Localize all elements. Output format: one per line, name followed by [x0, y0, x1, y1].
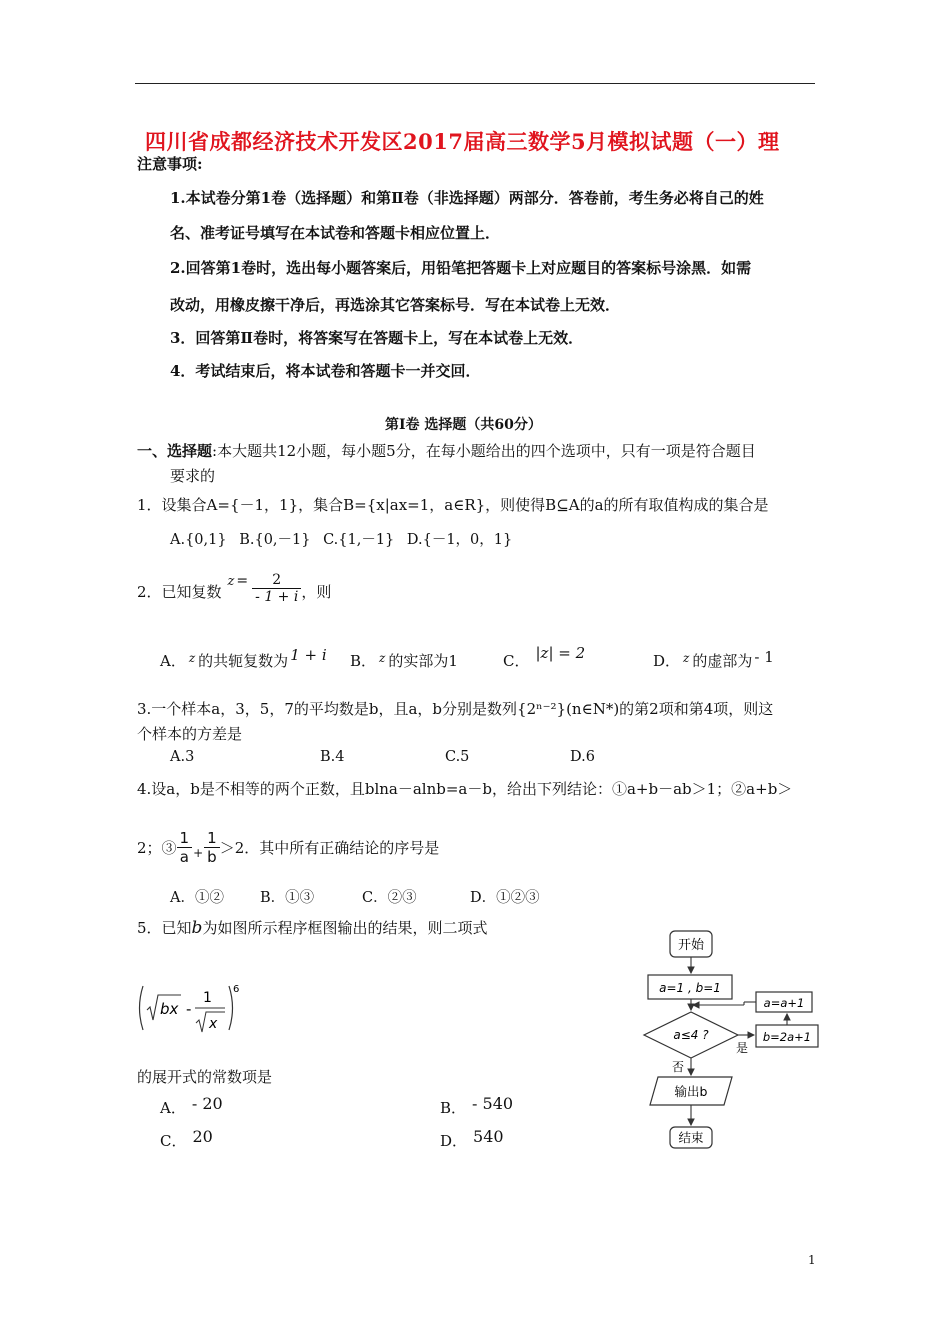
q4-line-2-prefix: 2；③ — [137, 838, 177, 857]
q4-frac-2 — [204, 829, 220, 866]
flowchart-init-label: a=1 , b=1 — [659, 981, 721, 995]
q2-option-c-label: C． — [503, 652, 530, 670]
q5-option-a-val: - 20 — [191, 1094, 223, 1113]
q4-frac-1 — [177, 829, 193, 866]
q2-option-d-val: - 1 — [754, 648, 774, 666]
q4-line-1: 4.设a，b是不相等的两个正数，且blna－alnb=a－b，给出下列结论：①a+b－ab＞1；②a+b＞ — [137, 780, 793, 798]
header-rule — [135, 83, 815, 84]
q4-frac-1-den: a — [179, 847, 189, 866]
flowchart-output-label: 输出b — [674, 1084, 708, 1099]
q3-line-2: 个样本的方差是 — [137, 725, 243, 743]
section-intro-text: :本大题共12小题，每小题5分，在每小题给出的四个选项中，只有一项是符合题目 — [212, 442, 756, 460]
q4-frac-2-num: 1 — [204, 829, 220, 848]
q1-options: A.{0,1} B.{0,－1} C.{1,－1} D.{－1，0，1} — [170, 532, 513, 548]
q2-option-d-label: D． — [653, 652, 681, 670]
q2-suffix: ，则 — [301, 582, 332, 601]
q2-z: z — [227, 573, 235, 589]
section-heading: 第Ⅰ卷 选择题（共60分） — [385, 417, 542, 433]
q1-stem: 1．设集合A={－1，1}，集合B={x|ax=1，a∈R}，则使得B⊆A的a的所有取值构成的集合是 — [137, 496, 769, 514]
q5-stem-suffix: 为如图所示程序框图输出的结果，则二项式 — [202, 919, 488, 937]
q2-prefix: 2．已知复数 — [137, 582, 222, 601]
program-flowchart — [640, 925, 825, 1155]
q4-option-b: B．①③ — [260, 890, 315, 906]
q5-stem — [137, 917, 487, 938]
q2-fraction-den: - 1 + i — [255, 588, 299, 605]
q2-stem — [137, 563, 331, 619]
q2-option-b-text: 的实部为1 — [388, 652, 458, 670]
q5-option-d-label: D． — [440, 1132, 468, 1150]
q2-option-a-text: 的共轭复数为 — [198, 652, 289, 670]
q5-option-d — [440, 1127, 504, 1151]
q2-option-b — [350, 650, 458, 671]
q5-minus: - — [186, 1000, 192, 1018]
page-number: 1 — [808, 1253, 816, 1267]
q2-option-c — [503, 644, 586, 671]
q4-frac-2-den: b — [207, 847, 217, 866]
q2-eq: = — [236, 573, 249, 589]
q2-option-a — [160, 646, 327, 671]
q2-option-a-z: z — [188, 651, 196, 665]
q5-frac-den: x — [209, 1016, 218, 1032]
q2-option-a-val: 1 + i — [290, 646, 327, 664]
q4-option-d: D．①②③ — [470, 890, 540, 906]
q2-option-d-text: 的虚部为 — [692, 652, 753, 670]
notice-item-1-line-1: 1.本试卷分第1卷（选择题）和第Ⅱ卷（非选择题）两部分．答卷前，考生务必将自己的姓 — [170, 189, 764, 207]
notice-heading: 注意事项: — [137, 155, 203, 173]
q4-line-2-suffix: ＞2．其中所有正确结论的序号是 — [219, 838, 440, 857]
q3-line-1: 3.一个样本a，3，5，7的平均数是b，且a，b分别是数列{2ⁿ⁻²}(n∈N*)的第2项和第4项，则这 — [137, 700, 774, 718]
q4-option-a: A．①② — [170, 890, 224, 906]
q5-option-a — [160, 1094, 223, 1118]
q2-option-d — [653, 650, 774, 671]
q5-option-a-label: A． — [160, 1099, 186, 1117]
notice-item-1-line-2: 名、准考证号填写在本试卷和答题卡相应位置上． — [170, 224, 501, 242]
section-intro-line-1 — [137, 440, 756, 461]
q5-frac-num: 1 — [203, 990, 212, 1006]
q2-fraction-num: 2 — [252, 572, 301, 589]
q3-option-c: C.5 — [445, 749, 470, 765]
flowchart-update-label: b=2a+1 — [762, 1030, 812, 1044]
section-intro-bold: 一、选择题 — [137, 442, 213, 460]
notice-item-2-line-1: 2.回答第1卷时，选出每小题答案后，用铅笔把答题卡上对应题目的答案标号涂黑．如需 — [170, 259, 752, 277]
q2-option-b-z: z — [379, 651, 386, 665]
q5-b: b — [191, 918, 203, 938]
q5-stem-prefix: 5．已知 — [137, 919, 192, 937]
q5-exponent: 6 — [233, 984, 240, 995]
page-title: 四川省成都经济技术开发区2017届高三数学5月模拟试题（一）理 — [145, 129, 780, 154]
flowchart-yes-label: 是 — [736, 1041, 749, 1055]
q5-option-b-label: B． — [440, 1099, 467, 1117]
q4-frac-1-num: 1 — [177, 829, 193, 848]
flowchart-end-label: 结束 — [678, 1130, 704, 1145]
q2-option-b-label: B． — [350, 652, 377, 670]
q5-option-c-label: C． — [160, 1132, 187, 1150]
flowchart-increment-label: a=a+1 — [763, 996, 805, 1010]
q5-option-c — [160, 1127, 213, 1151]
q5-option-d-val: 540 — [473, 1127, 504, 1146]
notice-item-3: 3．回答第Ⅱ卷时，将答案写在答题卡上，写在本试卷上无效． — [170, 329, 584, 347]
q5-binomial-expression — [133, 980, 248, 1038]
flowchart-no-label: 否 — [672, 1060, 685, 1074]
q5-option-c-val: 20 — [192, 1127, 213, 1146]
flowchart-condition-label: a≤4 ? — [673, 1028, 709, 1042]
q4-plus: + — [193, 846, 204, 860]
notice-item-2-line-2: 改动，用橡皮擦干净后，再选涂其它答案标号．写在本试卷上无效． — [170, 296, 621, 314]
q3-option-a: A.3 — [170, 749, 195, 765]
q5-option-b-val: - 540 — [472, 1094, 514, 1113]
q2-fraction — [252, 572, 301, 605]
q4-option-c: C．②③ — [362, 890, 417, 906]
flowchart-start-label: 开始 — [677, 938, 705, 953]
q5-radicand: bx — [160, 1000, 179, 1018]
q2-option-d-z: z — [683, 651, 690, 665]
notice-item-4: 4．考试结束后，将本试卷和答题卡一并交回． — [170, 362, 481, 380]
q4-line-2 — [137, 822, 439, 872]
q5-option-b — [440, 1094, 514, 1118]
q2-option-a-label: A． — [160, 652, 186, 670]
q5-tail: 的展开式的常数项是 — [137, 1068, 273, 1086]
q2-option-c-val: |z| = 2 — [535, 644, 586, 662]
section-intro-line-2: 要求的 — [170, 467, 216, 485]
q3-option-b: B.4 — [320, 749, 345, 765]
q3-option-d: D.6 — [570, 749, 595, 765]
